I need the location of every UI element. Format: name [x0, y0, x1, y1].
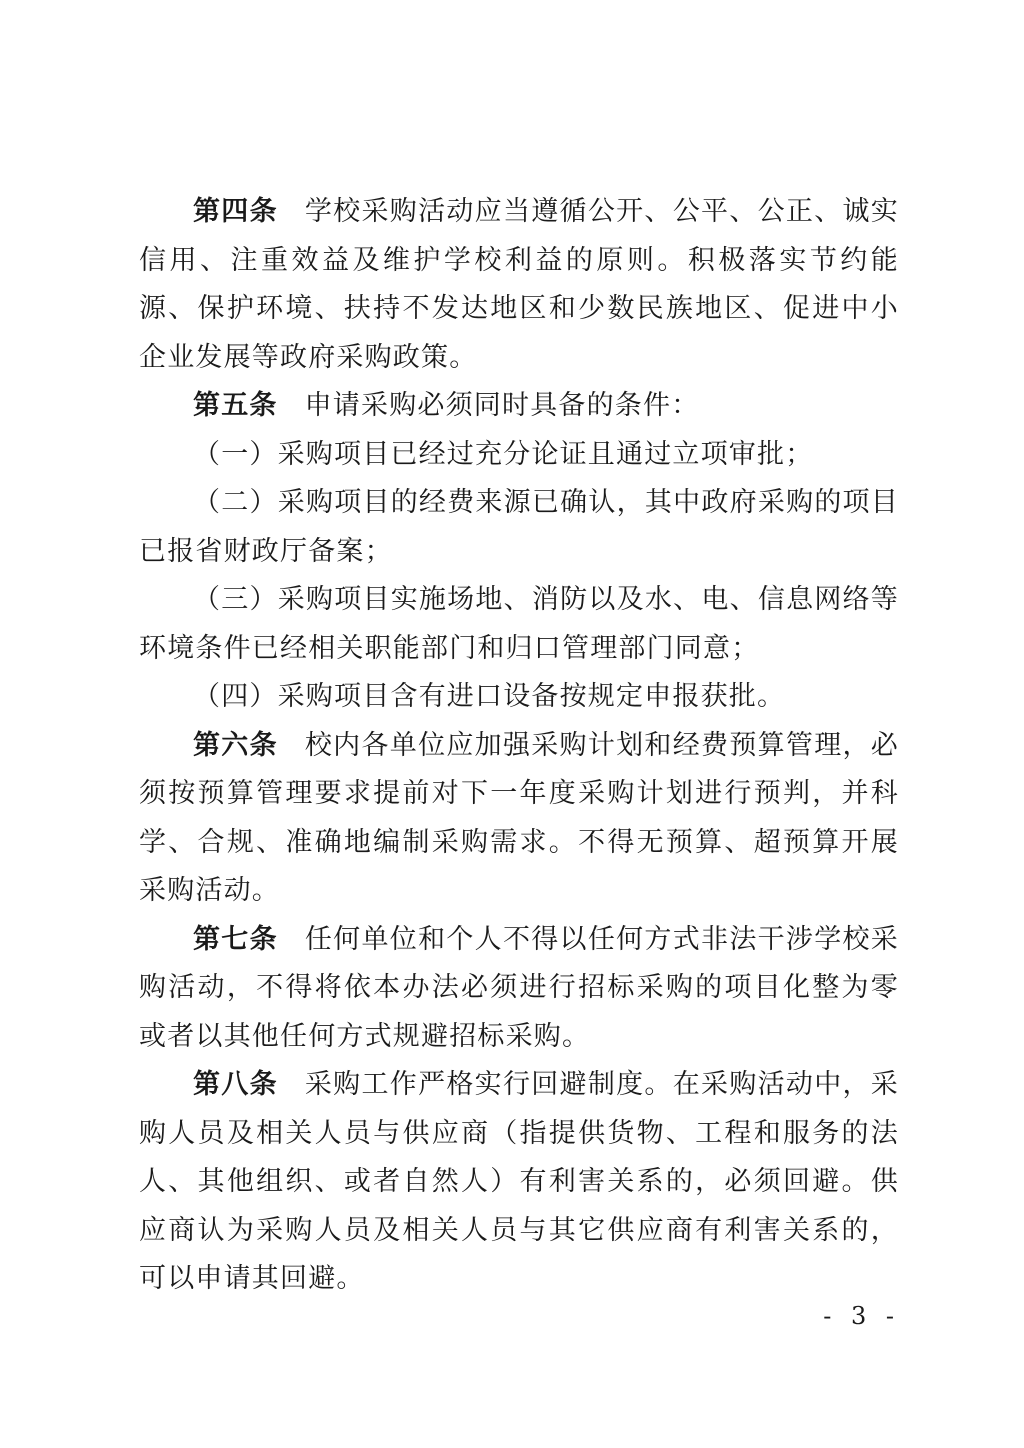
article-text: 采购工作严格实行回避制度。在采购活动中，采购人员及相关人员与供应商（指提供货物、工程和服务的法人、其他组织、或者自然人）有利害关系的，必须回避。供应商认为采购人员及相关人员与其它供应商有利害关系的，可以申请其回避。 — [139, 1069, 899, 1294]
article-4 — [139, 188, 899, 382]
article-8 — [139, 1061, 899, 1304]
article-7 — [139, 916, 899, 1062]
page-number: - 3 - — [823, 1302, 900, 1330]
article-text: 申请采购必须同时具备的条件： — [304, 390, 700, 421]
article-label: 第五条 — [193, 390, 278, 421]
article-text: 任何单位和个人不得以任何方式非法干涉学校采购活动，不得将依本办法必须进行招标采购的项目化整为零或者以其他任何方式规避招标采购。 — [139, 923, 899, 1052]
document-body — [139, 188, 899, 1304]
article-label: 第四条 — [193, 196, 278, 227]
article-label: 第八条 — [193, 1069, 278, 1100]
article-5-item-2: （二）采购项目的经费来源已确认，其中政府采购的项目已报省财政厅备案； — [139, 487, 899, 567]
article-5-item-4: （四）采购项目含有进口设备按规定申报获批。 — [193, 681, 786, 712]
article-6 — [139, 722, 899, 916]
article-text: 学校采购活动应当遵循公开、公平、公正、诚实信用、注重效益及维护学校利益的原则。积极落实节约能源、保护环境、扶持不发达地区和少数民族地区、促进中小企业发展等政府采购政策。 — [139, 196, 899, 373]
article-text: 校内各单位应加强采购计划和经费预算管理，必须按预算管理要求提前对下一年度采购计划进行预判，并科学、合规、准确地编制采购需求。不得无预算、超预算开展采购活动。 — [139, 729, 899, 906]
article-5-item-3: （三）采购项目实施场地、消防以及水、电、信息网络等环境条件已经相关职能部门和归口管理部门同意； — [139, 584, 899, 664]
article-label: 第六条 — [193, 729, 278, 761]
article-5-item-1: （一）采购项目已经过充分论证且通过立项审批； — [193, 438, 814, 470]
article-5 — [139, 382, 899, 431]
article-label: 第七条 — [193, 923, 278, 955]
